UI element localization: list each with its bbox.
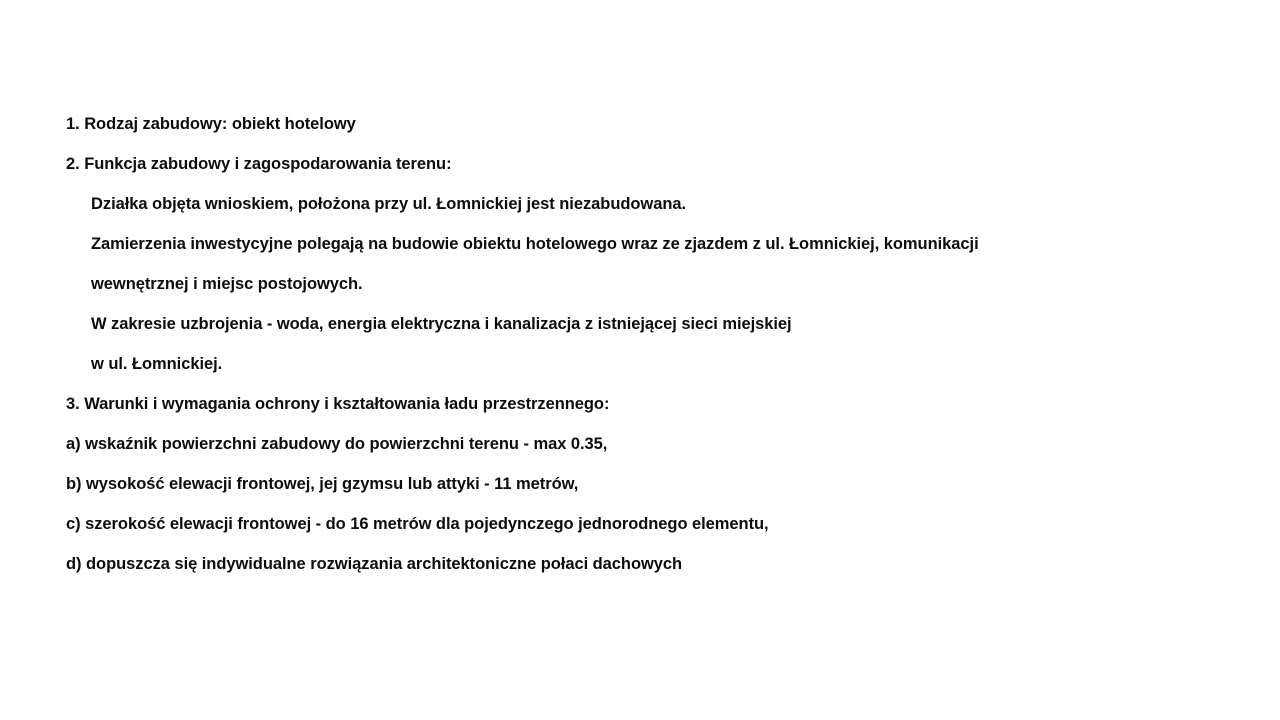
document-line: d) dopuszcza się indywidualne rozwiązania architektoniczne połaci dachowych xyxy=(66,555,683,573)
document-line: wewnętrznej i miejsc postojowych. xyxy=(91,275,363,293)
document-line: 2. Funkcja zabudowy i zagospodarowania terenu: xyxy=(66,155,452,173)
document-line: w ul. Łomnickiej. xyxy=(91,355,223,373)
document-line: a) wskaźnik powierzchni zabudowy do powierzchni terenu - max 0.35, xyxy=(66,435,608,453)
document-text-body xyxy=(66,104,1226,584)
document-line: 3. Warunki i wymagania ochrony i kształtowania ładu przestrzennego: xyxy=(66,395,610,413)
document-line: W zakresie uzbrojenia - woda, energia elektryczna i kanalizacja z istniejącej sieci miejskiej xyxy=(91,315,792,333)
document-line: 1. Rodzaj zabudowy: obiekt hotelowy xyxy=(66,115,356,133)
document-line: b) wysokość elewacji frontowej, jej gzymsu lub attyki - 11 metrów, xyxy=(66,475,579,493)
document-line: c) szerokość elewacji frontowej - do 16 metrów dla pojedynczego jednorodnego elementu, xyxy=(66,515,769,533)
document-line: Działka objęta wnioskiem, położona przy ul. Łomnickiej jest niezabudowana. xyxy=(91,195,687,213)
document-line: Zamierzenia inwestycyjne polegają na budowie obiektu hotelowego wraz ze zjazdem z ul. Łomnickiej, komunikacji xyxy=(91,235,979,253)
